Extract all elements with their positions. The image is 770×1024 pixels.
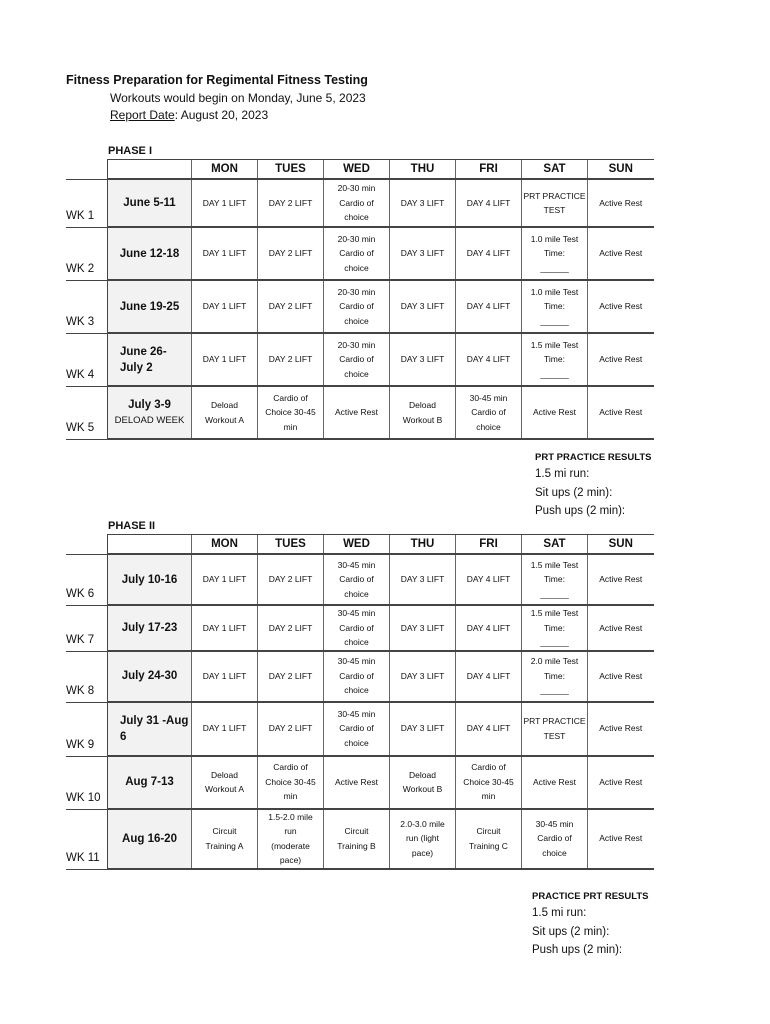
week-row-divider — [66, 702, 107, 703]
week-date-text: July 24-30 — [121, 670, 178, 682]
week-number-label: WK 5 — [66, 422, 95, 434]
workout-cell: Cardio of Choice 30-45 min — [456, 756, 522, 809]
workout-cell: DAY 4 LIFT — [456, 651, 522, 702]
workout-cell: Cardio of Choice 30-45 min — [258, 756, 324, 809]
week-number-label: WK 4 — [66, 369, 95, 381]
week-number-label: WK 11 — [66, 851, 100, 864]
week-row-divider — [66, 869, 107, 870]
workout-cell: 20-30 min Cardio of choice — [324, 280, 390, 333]
results-pushups-line: Push ups (2 min): — [535, 505, 626, 517]
week-row-divider — [66, 605, 107, 606]
week-row-divider — [66, 386, 107, 387]
week-row-divider — [66, 554, 107, 555]
workout-cell: Active Rest — [588, 605, 654, 651]
phase-1-table — [107, 159, 654, 440]
workout-cell: Active Rest — [522, 386, 588, 439]
workout-cell: Active Rest — [588, 227, 654, 280]
workout-cell: DAY 2 LIFT — [258, 554, 324, 605]
workout-cell: DAY 3 LIFT — [390, 280, 456, 333]
week-date-cell — [108, 179, 192, 227]
week-date-text: Aug 16-20 — [122, 832, 177, 845]
week-date-cell — [108, 554, 192, 605]
week-date-text: July 3-9 — [128, 398, 171, 411]
workout-cell: 30-45 min Cardio of choice — [324, 702, 390, 756]
workout-cell: DAY 4 LIFT — [456, 280, 522, 333]
day-header-row — [108, 160, 654, 180]
workout-cell: Active Rest — [522, 756, 588, 809]
workout-cell: 1.5 mile Test Time: ______ — [522, 333, 588, 386]
week-date-cell — [108, 386, 192, 439]
workout-cell: DAY 4 LIFT — [456, 333, 522, 386]
week-row — [108, 386, 654, 439]
workout-cell: Active Rest — [588, 809, 654, 869]
workout-cell: Circuit Training A — [192, 809, 258, 869]
workout-cell: DAY 1 LIFT — [192, 605, 258, 651]
workout-cell: PRT PRACTICE TEST — [522, 179, 588, 227]
workout-cell: 1.5 mile Test Time: ______ — [522, 605, 588, 651]
phase-1-results-heading: PRT PRACTICE RESULTS — [535, 452, 652, 463]
week-row — [108, 179, 654, 227]
report-date-value: : August 20, 2023 — [174, 108, 269, 122]
workout-cell: 20-30 min Cardio of choice — [324, 179, 390, 227]
results-situps-line: Sit ups (2 min): — [535, 487, 613, 499]
day-header: THU — [390, 535, 456, 555]
workout-cell: Deload Workout A — [192, 386, 258, 439]
workout-cell: DAY 1 LIFT — [192, 280, 258, 333]
workout-cell: 30-45 min Cardio of choice — [324, 605, 390, 651]
week-number-label: WK 8 — [66, 684, 95, 697]
workout-cell: DAY 1 LIFT — [192, 554, 258, 605]
week-date-cell — [108, 605, 192, 651]
week-date-cell — [108, 280, 192, 333]
workout-cell: DAY 2 LIFT — [258, 227, 324, 280]
week-row — [108, 756, 654, 809]
week-date-text: June 19-25 — [119, 300, 180, 313]
day-header: FRI — [456, 160, 522, 180]
report-date — [110, 108, 268, 122]
workout-cell: Deload Workout B — [390, 756, 456, 809]
header-blank-cell — [108, 535, 192, 555]
report-date-label: Report Date — [110, 108, 175, 122]
workout-cell: DAY 2 LIFT — [258, 651, 324, 702]
workout-cell: 20-30 min Cardio of choice — [324, 333, 390, 386]
workout-cell: DAY 2 LIFT — [258, 605, 324, 651]
workout-cell: DAY 1 LIFT — [192, 333, 258, 386]
workout-cell: DAY 3 LIFT — [390, 651, 456, 702]
workout-cell: Active Rest — [324, 386, 390, 439]
workout-cell: 30-45 min Cardio of choice — [456, 386, 522, 439]
phase-2-table — [107, 534, 654, 870]
phase-1-label: PHASE I — [108, 145, 153, 157]
workout-cell: Active Rest — [324, 756, 390, 809]
workout-cell: 1.5 mile Test Time: ______ — [522, 554, 588, 605]
week-row-divider — [66, 439, 107, 440]
workout-cell: 1.0 mile Test Time: ______ — [522, 227, 588, 280]
day-header: TUES — [258, 535, 324, 555]
workout-cell: DAY 2 LIFT — [258, 333, 324, 386]
week-number-label: WK 1 — [66, 210, 95, 222]
workout-cell: DAY 3 LIFT — [390, 333, 456, 386]
week-date-cell — [108, 227, 192, 280]
week-row-divider — [66, 756, 107, 757]
week-number-label: WK 9 — [66, 738, 95, 751]
workout-cell: Deload Workout A — [192, 756, 258, 809]
week-date-text: Aug 7-13 — [125, 776, 174, 788]
week-date-text: July 10-16 — [121, 573, 178, 586]
results-situps-line: Sit ups (2 min): — [532, 926, 610, 938]
week-number-label: WK 2 — [66, 263, 95, 275]
day-header: MON — [192, 535, 258, 555]
week-row — [108, 554, 654, 605]
deload-week-label: DELOAD WEEK — [114, 414, 185, 426]
workout-cell: DAY 1 LIFT — [192, 702, 258, 756]
results-pushups-line: Push ups (2 min): — [532, 944, 623, 956]
day-header: SUN — [588, 160, 654, 180]
week-row-divider — [66, 179, 107, 180]
workout-cell: DAY 4 LIFT — [456, 179, 522, 227]
workout-cell: Active Rest — [588, 333, 654, 386]
workout-cell: 2.0 mile Test Time: ______ — [522, 651, 588, 702]
workout-cell: Active Rest — [588, 386, 654, 439]
workout-cell: DAY 4 LIFT — [456, 605, 522, 651]
workout-cell: DAY 2 LIFT — [258, 179, 324, 227]
phase-2-body — [108, 554, 654, 869]
workout-cell: Cardio of Choice 30-45 min — [258, 386, 324, 439]
week-row-divider — [66, 809, 107, 810]
week-row-divider — [66, 280, 107, 281]
week-date-cell — [108, 756, 192, 809]
workout-cell: Active Rest — [588, 702, 654, 756]
phase-2-label: PHASE II — [108, 520, 156, 532]
week-date-cell — [108, 809, 192, 869]
day-header: WED — [324, 160, 390, 180]
week-row — [108, 702, 654, 756]
day-header: SUN — [588, 535, 654, 555]
workout-cell: Circuit Training C — [456, 809, 522, 869]
workout-cell: Active Rest — [588, 651, 654, 702]
results-run-line: 1.5 mi run: — [532, 907, 587, 919]
workout-cell: 20-30 min Cardio of choice — [324, 227, 390, 280]
week-row — [108, 227, 654, 280]
workout-cell: DAY 3 LIFT — [390, 179, 456, 227]
workout-cell: Deload Workout B — [390, 386, 456, 439]
week-row-divider — [66, 333, 107, 334]
workout-cell: 1.0 mile Test Time: ______ — [522, 280, 588, 333]
workout-cell: 2.0-3.0 mile run (light pace) — [390, 809, 456, 869]
day-header: FRI — [456, 535, 522, 555]
workout-cell: 30-45 min Cardio of choice — [324, 554, 390, 605]
workout-cell: 30-45 min Cardio of choice — [324, 651, 390, 702]
day-header: WED — [324, 535, 390, 555]
week-row — [108, 809, 654, 869]
week-row — [108, 605, 654, 651]
week-row — [108, 651, 654, 702]
workout-cell: DAY 4 LIFT — [456, 227, 522, 280]
day-header: SAT — [522, 160, 588, 180]
week-date-text: July 17-23 — [121, 621, 178, 634]
workout-cell: DAY 4 LIFT — [456, 702, 522, 756]
workout-cell: DAY 3 LIFT — [390, 554, 456, 605]
phase-1-body — [108, 179, 654, 439]
week-row — [108, 333, 654, 386]
week-row-divider — [66, 651, 107, 652]
workout-cell: Active Rest — [588, 179, 654, 227]
workout-cell: DAY 1 LIFT — [192, 651, 258, 702]
workout-cell: Active Rest — [588, 280, 654, 333]
workout-cell: DAY 1 LIFT — [192, 179, 258, 227]
day-header: MON — [192, 160, 258, 180]
workout-cell: DAY 3 LIFT — [390, 227, 456, 280]
week-date-cell — [108, 651, 192, 702]
workout-cell: Circuit Training B — [324, 809, 390, 869]
week-row — [108, 280, 654, 333]
week-number-label: WK 10 — [66, 791, 101, 804]
day-header-row — [108, 535, 654, 555]
workout-cell: 1.5-2.0 mile run (moderate pace) — [258, 809, 324, 869]
day-header: TUES — [258, 160, 324, 180]
workout-cell: PRT PRACTICE TEST — [522, 702, 588, 756]
start-note: Workouts would begin on Monday, June 5, 2023 — [110, 91, 366, 105]
workout-cell: Active Rest — [588, 756, 654, 809]
workout-cell: DAY 4 LIFT — [456, 554, 522, 605]
workout-cell: DAY 2 LIFT — [258, 702, 324, 756]
workout-cell: DAY 3 LIFT — [390, 702, 456, 756]
week-date-text: July 31 -Aug 6 — [120, 714, 189, 743]
phase-2-results-heading: PRACTICE PRT RESULTS — [532, 891, 649, 902]
results-run-line: 1.5 mi run: — [535, 468, 590, 480]
week-date-text: June 26- July 2 — [120, 345, 167, 374]
day-header: THU — [390, 160, 456, 180]
workout-cell: Active Rest — [588, 554, 654, 605]
week-date-text: June 5-11 — [123, 197, 176, 209]
week-number-label: WK 6 — [66, 588, 95, 600]
header-blank-cell — [108, 160, 192, 180]
week-row-divider — [66, 227, 107, 228]
week-date-cell — [108, 333, 192, 386]
document-title: Fitness Preparation for Regimental Fitness Testing — [66, 73, 368, 87]
week-number-label: WK 7 — [66, 633, 95, 646]
workout-cell: DAY 3 LIFT — [390, 605, 456, 651]
day-header: SAT — [522, 535, 588, 555]
week-date-cell — [108, 702, 192, 756]
workout-cell: DAY 1 LIFT — [192, 227, 258, 280]
workout-cell: DAY 2 LIFT — [258, 280, 324, 333]
workout-cell: 30-45 min Cardio of choice — [522, 809, 588, 869]
week-date-text: June 12-18 — [119, 247, 180, 260]
week-number-label: WK 3 — [66, 316, 95, 328]
